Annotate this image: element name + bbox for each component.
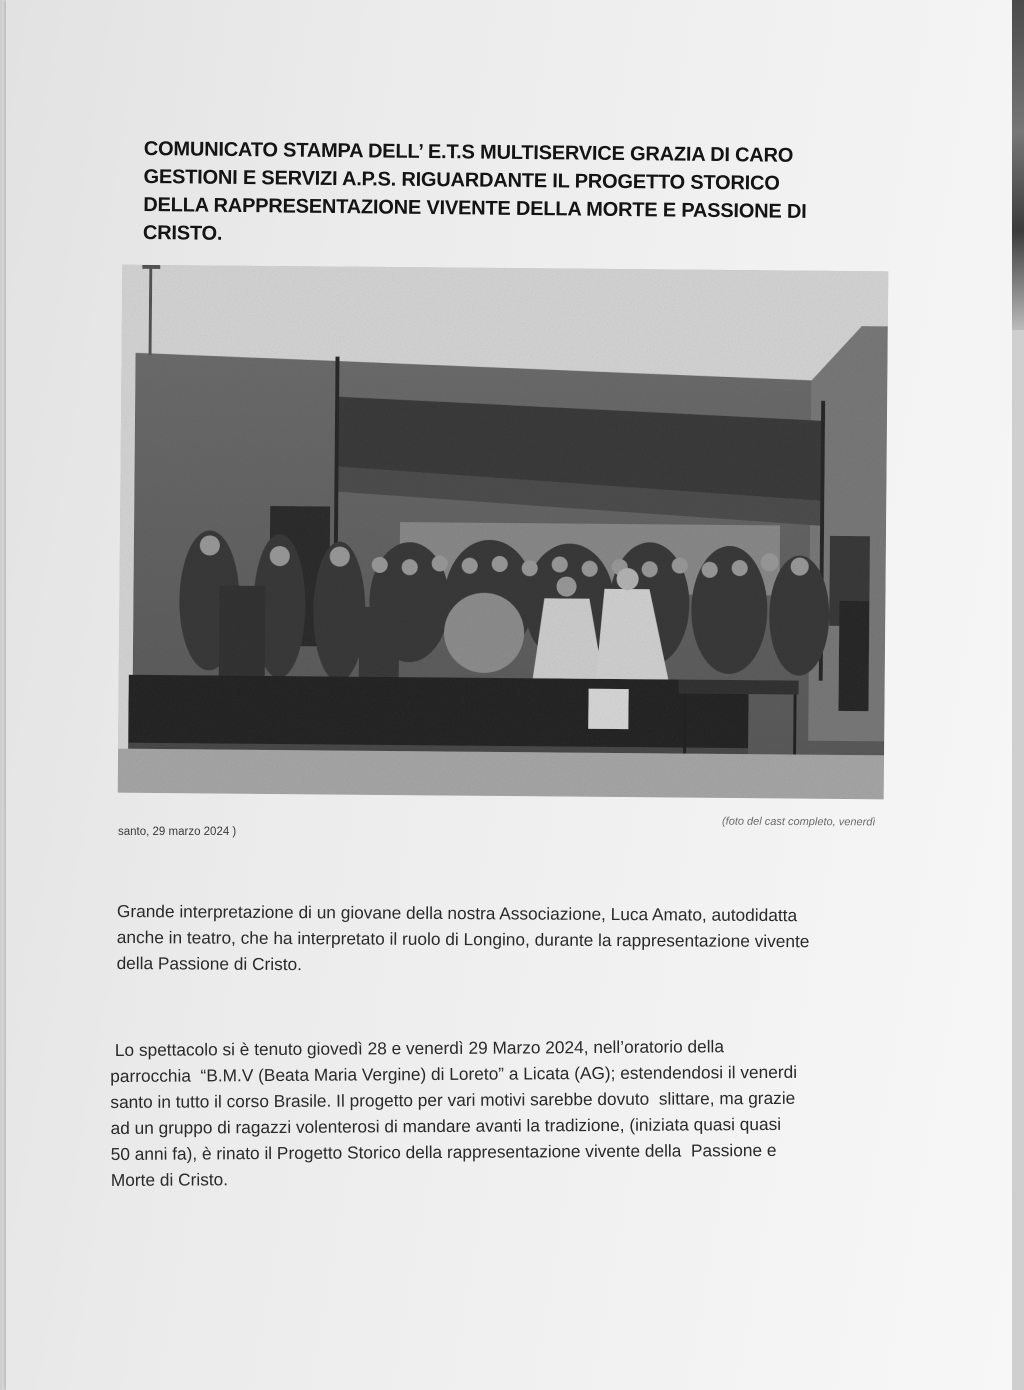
title-line: GESTIONI E SERVIZI A.P.S. RIGUARDANTE IL PROGETTO STORICO [143, 165, 780, 195]
doorway [838, 601, 869, 711]
cast-photo-illustration [118, 265, 889, 800]
cast-group-photo [118, 265, 889, 800]
paragraph-event-details [110, 1033, 798, 1193]
press-release-title [143, 135, 944, 255]
background-desk-edge [1010, 0, 1024, 330]
photo-caption-part2: santo, 29 marzo 2024 ) [118, 826, 237, 838]
ground [118, 749, 884, 800]
title-line: CRISTO. [142, 221, 223, 245]
paragraph-line: Grande interpretazione di un giovane della nostra Associazione, Luca Amato, autodidatta [116, 900, 798, 926]
title-line: COMUNICATO STAMPA DELL’ E.T.S MULTISERVICE GRAZIA DI CARO [143, 137, 794, 167]
paragraph-line: ad un gruppo di ragazzi volenterosi di mandare avanti la tradizione, (iniziata quasi quasi [110, 1113, 782, 1138]
stage-platform [128, 675, 749, 750]
paragraph-line: della Passione di Cristo. [116, 952, 303, 975]
paragraph-line: anche in teatro, che ha interpretato il ruolo di Longino, durante la rappresentazione vivente [116, 926, 810, 952]
paragraph-line: santo in tutto il corso Brasile. Il progetto per vari motivi sarebbe dovuto slittare, ma grazie [110, 1087, 796, 1112]
side-table [679, 680, 799, 695]
paragraph-line: Lo spettacolo si è tenuto giovedì 28 e venerdì 29 Marzo 2024, nell’oratorio della [110, 1036, 725, 1060]
title-line: DELLA RAPPRESENTAZIONE VIVENTE DELLA MORTE E PASSIONE DI [143, 193, 807, 223]
paragraph-line: parrocchia “B.M.V (Beata Maria Vergine) di Loreto” a Licata (AG); estendendosi il venerdi [110, 1061, 798, 1086]
paragraph-line: 50 anni fa), è rinato il Progetto Storico della rappresentazione vivente della Passione e [110, 1139, 777, 1164]
photo-caption-part1: (foto del cast completo, venerdì [721, 815, 876, 829]
paragraph-line: Morte di Cristo. [110, 1169, 229, 1190]
paragraph-luca-amato [117, 898, 810, 980]
